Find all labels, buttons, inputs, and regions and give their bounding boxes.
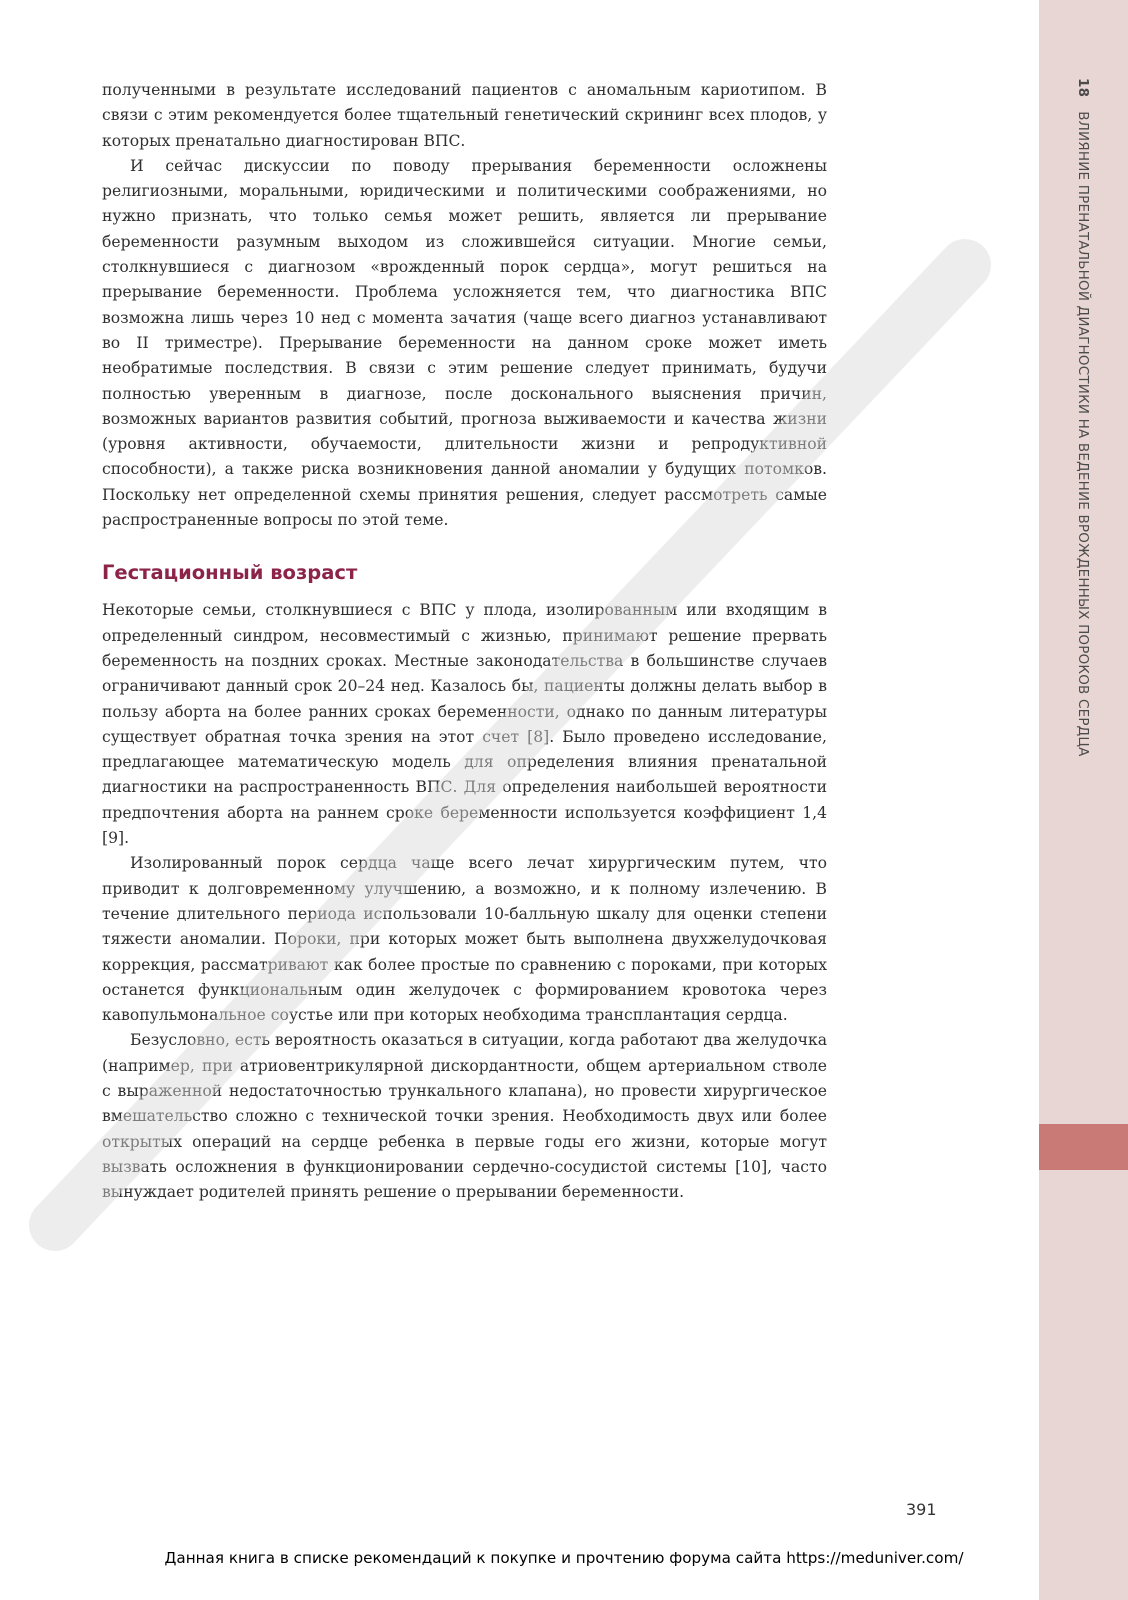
chapter-title: ВЛИЯНИЕ ПРЕНАТАЛЬНОЙ ДИАГНОСТИКИ НА ВЕДЕНИЕ ВРОЖДЕННЫХ ПОРОКОВ СЕРДЦА: [1075, 111, 1091, 757]
paragraph: полученными в результате исследований пациентов с аномальным кариотипом. В связи с этим рекомендуется более тщательный генетический скрининг всех плодов, у которых пренатально диагностирован ВПС.: [102, 81, 827, 150]
paragraph: Изолированный порок сердца чаще всего лечат хирургическим путем, что приводит к долговременному улучшению, а возможно, и к полному излечению. В течение длительного периода использовали 10-балльную шкалу для оценки степени тяжести аномалии. Пороки, при которых может быть выполнена двухжелудочковая коррекция, рассматривают как более простые по сравнению с пороками, при которых останется функциональным один желудочек с формированием кровотока через кавопульмональное соустье или при которых необходима трансплантация сердца.: [102, 854, 827, 1025]
paragraph: И сейчас дискуссии по поводу прерывания беременности осложнены религиозными, моральными, юридическими и политическими соображениями, но нужно признать, что только семья может решить, является ли прерывание беременности разумным выходом из сложившейся ситуации. Многие семьи, столкнувшиеся с диагнозом «врожденный порок сердца», могут решиться на прерывание беременности. Проблема усложняется тем, что диагностика ВПС возможна лишь через 10 нед с момента зачатия (чаще всего диагноз устанавливают во II триместре). Прерывание беременности на данном сроке может иметь необратимые последствия. В связи с этим решение следует принимать, будучи полностью уверенным в диагнозе, после досконального выяснения причин, возможных вариантов развития событий, прогноза выживаемости и качества жизни (уровня активности, обучаемости, длительности жизни и репродуктивной способности), а также риска возникновения данной аномалии у будущих потомков. Поскольку нет определенной схемы принятия решения, следует рассмотреть самые распространенные вопросы по этой теме.: [102, 156, 827, 530]
main-text-column: [102, 78, 827, 1205]
chapter-number: 18: [1075, 78, 1091, 98]
side-band-accent: [1039, 1124, 1128, 1170]
paragraph: Безусловно, есть вероятность оказаться в ситуации, когда работают два желудочка (например, при атриовентрикулярной дискордантности, общем артериальном стволе с выраженной недостаточностью трункального клапана), но провести хирургическое вмешательство сложно с технической точки зрения. Необходимость двух или более открытых операций на сердце ребенка в первые годы его жизни, которые могут вызвать осложнения в функционировании сердечно-сосудистой системы [10], часто вынуждает родителей принять решение о прерывании беременности.: [102, 1031, 827, 1202]
running-header: [1072, 78, 1094, 898]
footer-note: Данная книга в списке рекомендаций к покупке и прочтению форума сайта https://meduniver.com/: [164, 1549, 964, 1567]
section-heading: Гестационный возраст: [102, 561, 358, 585]
paragraph: Некоторые семьи, столкнувшиеся с ВПС у плода, изолированным или входящим в определенный синдром, несовместимый с жизнью, принимают решение прервать беременность на поздних сроках. Местные законодательства в большинстве случаев ограничивают данный срок 20–24 нед. Казалось бы, пациенты должны делать выбор в пользу аборта на более ранних сроках беременности, однако по данным литературы существует обратная точка зрения на этот счет [8]. Было проведено исследование, предлагающее математическую модель для определения влияния пренатальной диагностики на распространенность ВПС. Для определения наибольшей вероятности предпочтения аборта на раннем сроке беременности используется коэффициент 1,4 [9].: [102, 601, 827, 848]
page-number: 391: [906, 1500, 937, 1519]
